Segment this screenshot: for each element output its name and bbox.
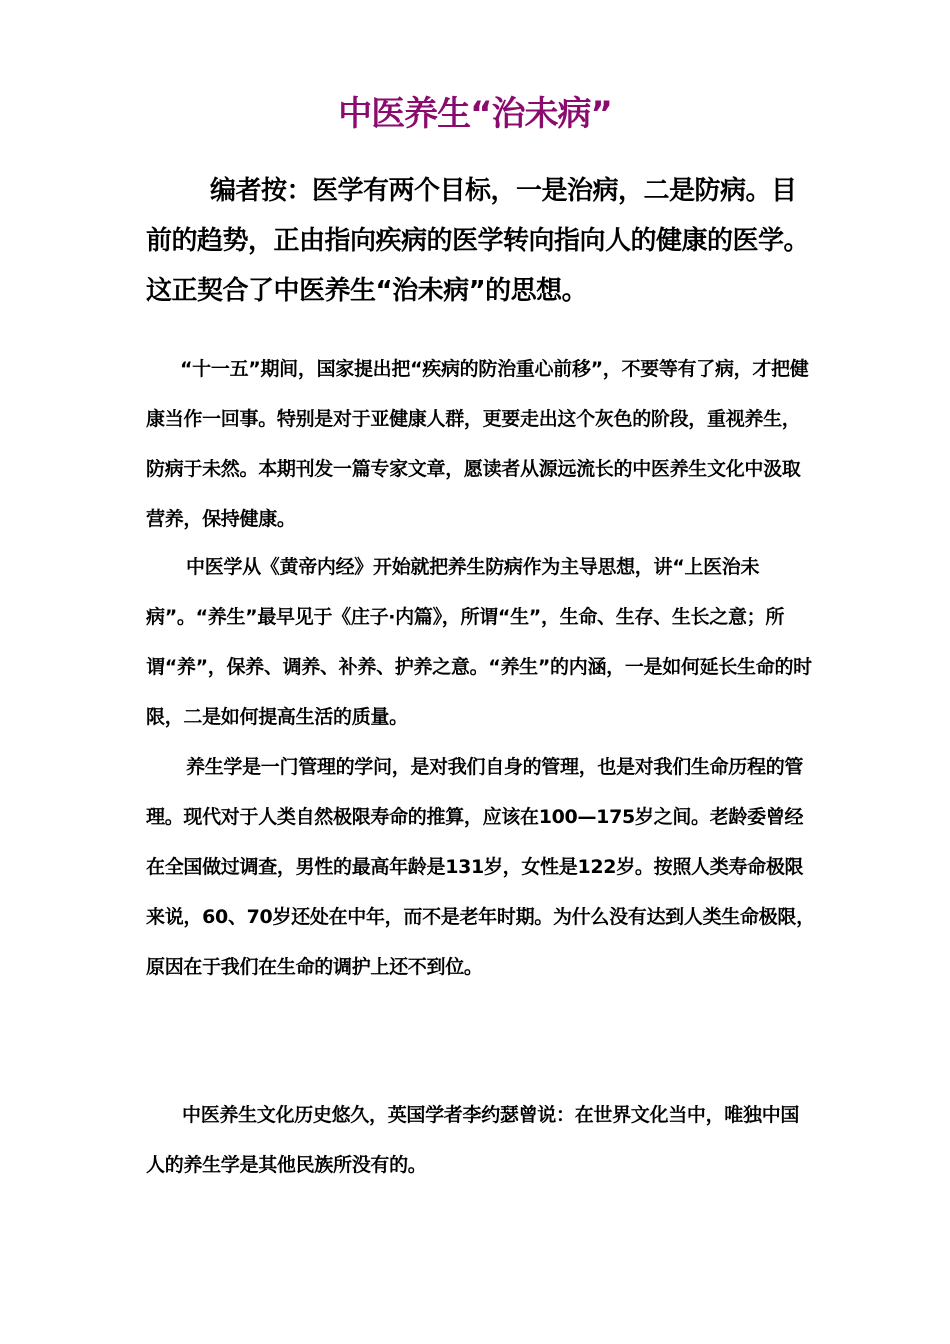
paragraph-3: 养生学是一门管理的学问，是对我们自身的管理，也是对我们生命历程的管理。现代对于人类自然极限寿命的推算，应该在100—175岁之间。老龄委曾经在全国做过调查，男性的最高年龄是131岁，女性是122岁。按照人类寿命极限来说，60、70岁还处在中年，而不是老年时期。为什么没有达到人类生命极限，原因在于我们在生命的调护上还不到位。 (146, 756, 815, 978)
paragraph-2: 中医学从《黄帝内经》开始就把养生防病作为主导思想，讲“上医治未病”。“养生”最早见于《庄子·内篇》，所谓“生”，生命、生存、生长之意；所谓“养”，保养、调养、补养、护养之意。“养生”的内涵，一是如何延长生命的时限，二是如何提高生活的质量。 (146, 556, 812, 728)
paragraph-1: “十一五”期间，国家提出把“疾病的防治重心前移”，不要等有了病，才把健康当作一回事。特别是对于亚健康人群，更要走出这个灰色的阶段，重视养生，防病于未然。本期刊发一篇专家文章，愿读者从源远流长的中医养生文化中汲取营养，保持健康。 (146, 358, 809, 530)
editor-note: 编者按：医学有两个目标，一是治病，二是防病。目前的趋势，正由指向疾病的医学转向指向人的健康的医学。这正契合了中医养生“治未病”的思想。 (146, 176, 810, 306)
paragraph-4: 中医养生文化历史悠久，英国学者李约瑟曾说：在世界文化当中，唯独中国人的养生学是其他民族所没有的。 (146, 1104, 800, 1176)
page-title: 中医养生“治未病” (338, 94, 612, 134)
